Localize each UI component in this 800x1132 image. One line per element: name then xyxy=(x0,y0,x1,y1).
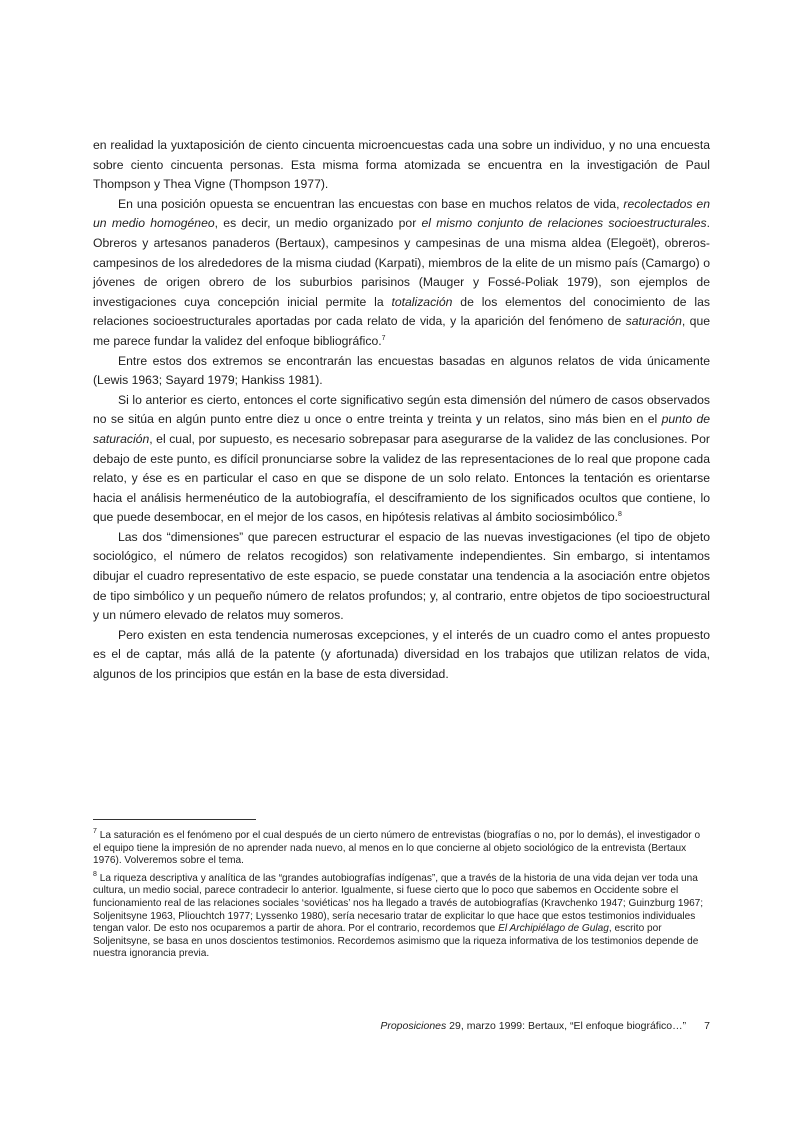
italic-text: punto de saturación xyxy=(93,412,711,446)
page-footer xyxy=(370,1020,710,1032)
footnote xyxy=(93,830,708,868)
footnote xyxy=(93,870,708,961)
text-run: La saturación es el fenómeno por el cual después de un cierto número de entrevistas (biografías o no, por lo demás), el investigador o el equipo tiene la impresión de no aprender nada nuevo, al menos en lo que concierne al objeto sociológico de la entrevista (Bertaux 1976). Volveremos sobre el tema. xyxy=(93,830,701,867)
footnote-number: 7 xyxy=(93,828,97,835)
paragraph xyxy=(93,528,710,626)
paragraph xyxy=(93,626,710,685)
text-run: en realidad la yuxtaposición de ciento cincuenta microencuestas cada una sobre un individuo, y no una encuesta sobre ciento cincuenta personas. Esta misma forma atomizada se encuentra en la investigación de Paul Thompson y Thea Vigne (Thompson 1977). xyxy=(93,138,710,192)
text-run: . Obreros y artesanos panaderos (Bertaux), campesinos y campesinas de una misma aldea (Elegoët), obreros-campesinos de los alrededores de la misma ciudad (Karpati), miembros de la elite de un mismo país (Camargo) o jóvenes de origen obrero de los suburbios parisinos (Mauger y Fossé-Poliak 1979), son ejemplos de investigaciones cuya concepción inicial permite la xyxy=(93,216,710,309)
text-run: Si lo anterior es cierto, entonces el corte significativo según esta dimensión del número de casos observados no se sitúa en algún punto entre diez u once o entre treinta y treinta y un relatos, sino más bien en el xyxy=(93,392,710,427)
page-number: 7 xyxy=(704,1020,710,1032)
body-text xyxy=(93,136,710,685)
italic-text: totalización xyxy=(391,294,453,309)
italic-text: El Archipiélago de Gulag xyxy=(498,923,609,935)
paragraph xyxy=(93,352,710,391)
text-run: Entre estos dos extremos se encontrarán las encuestas basadas en algunos relatos de vida únicamente (Lewis 1963; Sayard 1979; Hankiss 1981). xyxy=(93,353,710,388)
footnote-ref: 7 xyxy=(381,334,386,342)
footer-journal: Proposiciones xyxy=(380,1020,447,1032)
text-run: La riqueza descriptiva y analítica de las “grandes autobiografías indígenas”, que a través de la historia de una vida dejan ver toda una cultura, un medio social, parece contradecir lo anterior. Igualmente, si fuese cierto que lo poco que sabemos en Occidente sobre el funcionamiento real de las relaciones sociales ‘soviéticas’ nos ha llegado a través de autobiografías (Kravchenko 1947; Guinzburg 1967; Soljenitsyne 1963, Pliouchtch 1977; Lyssenko 1980), sería necesario tratar de explicitar lo que hace que estos testimonios individuales tengan valor. De esto nos ocuparemos a partir de ahora. Por el contrario, recordemos que xyxy=(93,872,704,935)
footnote-ref: 8 xyxy=(618,511,622,519)
italic-text: el mismo conjunto de relaciones socioestructurales xyxy=(421,216,707,231)
text-run: Las dos “dimensiones” que parecen estructurar el espacio de las nuevas investigaciones (el tipo de objeto sociológico, el número de relatos recogidos) son relativamente independientes. Sin embargo, si intentamos dibujar el cuadro representativo de este espacio, se puede constatar una tendencia a la asociación entre objetos de tipo simbólico y un pequeño número de relatos profundos; y, al contrario, entre objetos de tipo socioestructural y un número elevado de relatos muy someros. xyxy=(93,529,710,623)
paragraph xyxy=(93,136,710,195)
footnotes xyxy=(93,830,708,966)
footnote-number: 8 xyxy=(93,870,97,878)
text-run: , es decir, un medio organizado por xyxy=(214,216,422,231)
paragraph xyxy=(93,195,710,352)
italic-text: saturación xyxy=(625,314,682,329)
footer-citation: 29, marzo 1999: Bertaux, “El enfoque biográfico…” xyxy=(446,1020,687,1032)
text-run: , el cual, por supuesto, es necesario sobrepasar para asegurarse de la validez de las conclusiones. Por debajo de este punto, es difícil pronunciarse sobre la validez de las representaciones de lo real que propone cada relato, y ése es en particular el caso en que se dispone de un solo relato. Entonces la tentación es orientarse hacia el análisis hermenéutico de la autobiografía, el desciframiento de los significados ocultos que contiene, lo que puede desembocar, en el mejor de los casos, en hipótesis relativas al ámbito sociosimbólico. xyxy=(93,431,710,525)
paragraph xyxy=(93,391,710,528)
italic-text: recolectados en un medio homogéneo xyxy=(93,196,710,231)
footnote-separator xyxy=(93,819,256,820)
text-run: Pero existen en esta tendencia numerosas excepciones, y el interés de un cuadro como el antes propuesto es el de captar, más allá de la patente (y afortunada) diversidad en los trabajos que utilizan relatos de vida, algunos de los principios que están en la base de esta diversidad. xyxy=(93,627,710,682)
text-run: En una posición opuesta se encuentran las encuestas con base en muchos relatos de vida, xyxy=(118,196,624,211)
text-run: , escrito por Soljenitsyne, se basa en unos doscientos testimonios. Recordemos asimismo que la riqueza informativa de los testimonios depende de nuestra ignorancia previa. xyxy=(93,923,699,960)
text-run: de los elementos del conocimiento de las relaciones socioestructurales aportadas por cada relato de vida, y la aparición del fenómeno de xyxy=(93,294,711,329)
text-run: , que me parece fundar la validez del enfoque bibliográfico. xyxy=(93,314,711,348)
